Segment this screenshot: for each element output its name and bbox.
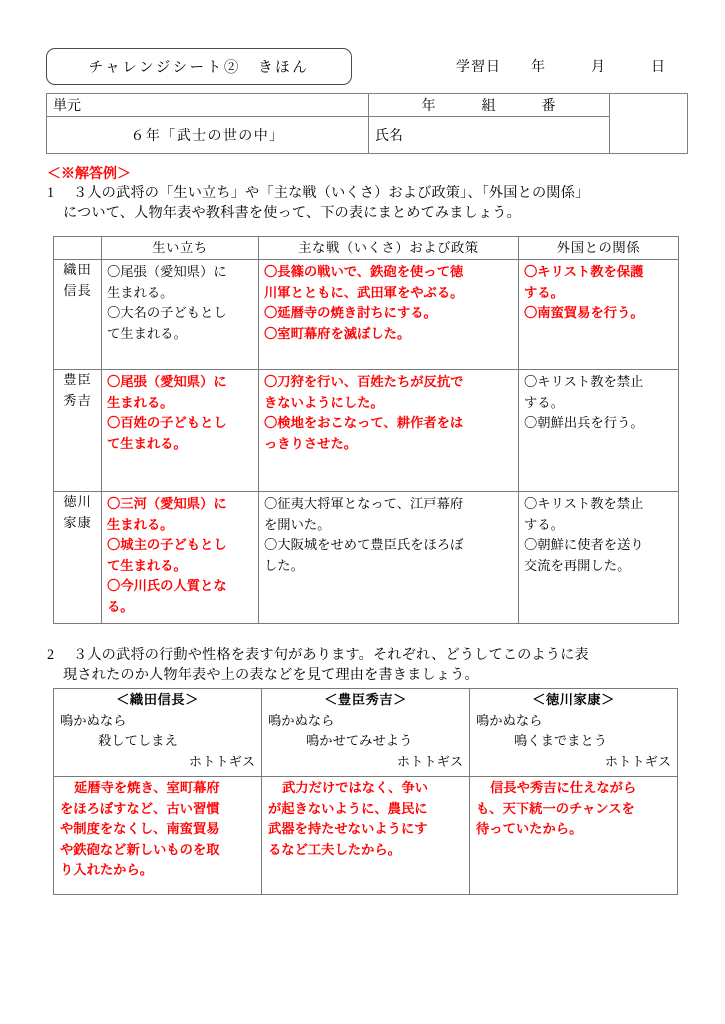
unit-value-cell: ６年「武士の世の中」 (47, 117, 369, 154)
warlord-name-line-2: 家康 (63, 514, 92, 530)
haiku-line-2: 殺してしまえ (98, 733, 178, 748)
answer-example-label: ＜※解答例＞ (47, 167, 131, 182)
warlord-name-toyotomi (54, 370, 102, 492)
cell-text-line: 〇百姓の子どもとし (107, 415, 227, 430)
header-war-policy: 主な戦（いくさ）および政策 (259, 237, 519, 260)
haiku-cell-oda (54, 689, 262, 777)
instruction-1 (47, 183, 589, 223)
cell-foreign-toyotomi (519, 370, 679, 492)
warlord-name-line-1: 徳川 (63, 494, 92, 509)
reason-cell-toyotomi (262, 777, 470, 895)
main-table-header-row (54, 237, 679, 260)
info-blank-cell (610, 94, 688, 154)
warlord-name-line-1: 織田 (63, 262, 92, 277)
instruction-1-line-2: について、人物年表や教科書を使って、下の表にまとめてみましょう。 (63, 205, 521, 221)
cell-text-line: 〇キリスト教を保護 (524, 264, 644, 279)
cell-text-line: する。 (524, 284, 564, 300)
reason-text-line: が起きないように、農民に (268, 800, 428, 816)
cell-text-line: 生まれる。 (107, 394, 174, 410)
cell-text-line: 〇長篠の戦いで、鉄砲を使って徳 (264, 264, 464, 279)
header-name (54, 237, 102, 260)
cell-war-tokugawa (259, 492, 519, 624)
cell-text-line: きないようにした。 (264, 394, 384, 410)
table-row (54, 260, 679, 370)
cell-text-line: を開いた。 (264, 516, 331, 532)
haiku-title: ＜徳川家康＞ (532, 692, 615, 707)
cell-war-toyotomi (259, 370, 519, 492)
reason-text-line: 待っていたから。 (476, 821, 583, 836)
cell-text-line: 〇三河（愛知県）に (107, 496, 227, 511)
info-table-header-row (47, 94, 688, 117)
instruction-2 (47, 645, 589, 685)
cell-text-line: する。 (524, 394, 564, 410)
warlord-name-line-2: 秀吉 (63, 392, 92, 408)
sheet-title-text: チャレンジシート② きほん (88, 60, 310, 76)
cell-text-line: 〇尾張（愛知県）に (107, 374, 227, 389)
cell-text-line: 〇キリスト教を禁止 (524, 496, 644, 511)
cell-birth-toyotomi (102, 370, 259, 492)
haiku-line-3: ホトトギス (188, 753, 255, 769)
haiku-line-1: 鳴かぬなら (60, 712, 127, 728)
cell-war-oda (259, 260, 519, 370)
cell-text-line: 〇検地をおこなって、耕作者をは (264, 415, 464, 430)
reason-cell-tokugawa (470, 777, 678, 895)
haiku-line-3: ホトトギス (396, 753, 463, 769)
haiku-line-1: 鳴かぬなら (268, 712, 335, 728)
cell-birth-tokugawa (102, 492, 259, 624)
cell-text-line: 〇大阪城をせめて豊臣氏をほろぼ (264, 537, 464, 552)
cell-text-line: 交流を再開した。 (524, 557, 631, 573)
cell-text-line: 〇キリスト教を禁止 (524, 374, 644, 389)
cell-text-line: 〇尾張（愛知県）に (107, 264, 227, 279)
haiku-cell-tokugawa (470, 689, 678, 777)
header-row (46, 48, 678, 86)
reason-text-line: 延暦寺を焼き、室町幕府 (74, 780, 220, 795)
reason-text-line: り入れたから。 (60, 862, 154, 877)
reason-text-line: をほろぼすなど、古い習慣 (60, 800, 220, 816)
header-birth: 生い立ち (102, 237, 259, 260)
haiku-line-3: ホトトギス (604, 753, 671, 769)
reason-text-line: 信長や秀吉に仕えながら (490, 780, 637, 795)
cell-text-line: 生まれる。 (107, 284, 174, 300)
instruction-2-line-1: ３人の武将の行動や性格を表す句があります。それぞれ、どうしてこのように表 (73, 647, 589, 663)
cell-text-line: っきりさせた。 (264, 435, 358, 451)
study-date-field: 学習日 年 月 日 (456, 60, 666, 75)
reason-text-line: 武器を持たせないようにす (268, 821, 428, 836)
instruction-1-number: 1 (47, 185, 55, 201)
header-foreign-relations: 外国との関係 (519, 237, 679, 260)
cell-foreign-tokugawa (519, 492, 679, 624)
cell-text-line: 〇今川氏の人質とな (107, 578, 227, 593)
haiku-cell-toyotomi (262, 689, 470, 777)
cell-birth-oda (102, 260, 259, 370)
cell-text-line: した。 (264, 557, 304, 573)
table-row (54, 492, 679, 624)
cell-text-line: 〇征夷大将軍となって、江戸幕府 (264, 496, 464, 511)
cell-text-line: 〇延暦寺の焼き討ちにする。 (264, 305, 437, 320)
haiku-reason-table (53, 688, 678, 895)
unit-label-cell: 単元 (47, 94, 369, 117)
warlord-name-line-1: 豊臣 (63, 372, 92, 387)
reason-text-line: るなど工夫したから。 (268, 841, 401, 857)
reason-text-line: も、天下統一のチャンスを (476, 800, 635, 816)
student-name-cell: 氏名 (369, 117, 610, 154)
haiku-line-2: 鳴くまでまとう (514, 733, 608, 748)
table-row (54, 370, 679, 492)
cell-text-line: る。 (107, 598, 134, 614)
haiku-title: ＜織田信長＞ (116, 692, 199, 707)
cell-text-line: 〇大名の子どもとし (107, 305, 227, 320)
haiku-header-row (54, 689, 678, 777)
sheet-title-pill (46, 48, 352, 85)
cell-text-line: 〇城主の子どもとし (107, 537, 227, 552)
warlord-summary-table (53, 236, 679, 624)
warlord-name-oda (54, 260, 102, 370)
cell-text-line: て生まれる。 (107, 325, 187, 341)
warlord-name-tokugawa (54, 492, 102, 624)
cell-text-line: 生まれる。 (107, 516, 174, 532)
cell-text-line: 〇南蛮貿易を行う。 (524, 305, 644, 320)
cell-text-line: 川軍とともに、武田軍をやぶる。 (264, 284, 464, 300)
unit-info-table (46, 93, 688, 154)
reason-text-line: 武力だけではなく、争い (282, 780, 428, 795)
cell-text-line: 〇朝鮮出兵を行う。 (524, 415, 644, 430)
cell-text-line: て生まれる。 (107, 557, 187, 573)
instruction-2-number: 2 (47, 647, 55, 663)
cell-text-line: て生まれる。 (107, 435, 187, 451)
cell-text-line: 〇朝鮮に使者を送り (524, 537, 644, 552)
reason-text-line: や鉄砲など新しいものを取 (60, 841, 220, 857)
haiku-line-1: 鳴かぬなら (476, 712, 543, 728)
info-table-value-row (47, 117, 688, 154)
reason-text-line: や制度をなくし、南蛮貿易 (60, 821, 220, 836)
cell-text-line: する。 (524, 516, 564, 532)
reason-cell-oda (54, 777, 262, 895)
year-class-number-cell: 年 組 番 (369, 94, 610, 117)
cell-text-line: 〇刀狩を行い、百姓たちが反抗で (264, 374, 464, 389)
cell-foreign-oda (519, 260, 679, 370)
haiku-line-2: 鳴かせてみせよう (306, 733, 413, 748)
cell-text-line: 〇室町幕府を滅ぼした。 (264, 325, 411, 341)
instruction-1-line-1: ３人の武将の「生い立ち」や「主な戦（いくさ）および政策」、「外国との関係」 (73, 185, 590, 201)
haiku-reason-row (54, 777, 678, 895)
instruction-2-line-2: 現されたのか人物年表や上の表などを見て理由を書きましょう。 (63, 667, 479, 683)
haiku-title: ＜豊臣秀吉＞ (324, 692, 407, 707)
warlord-name-line-2: 信長 (63, 282, 92, 298)
